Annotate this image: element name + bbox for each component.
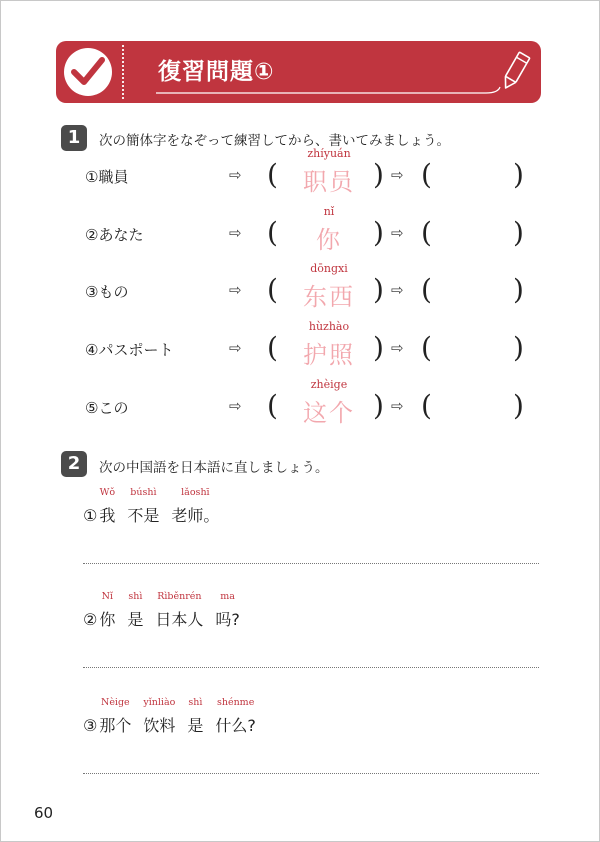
pinyin-label: zhèige	[310, 378, 348, 391]
row-label: ④パスポート	[85, 341, 174, 359]
word	[155, 591, 204, 630]
chinese-word: 什么?	[215, 716, 256, 735]
paren-close: )	[373, 389, 384, 422]
arrow-icon: ⇨	[391, 397, 404, 415]
review-banner	[56, 41, 541, 103]
arrow-icon: ⇨	[391, 339, 404, 357]
trace-row	[1, 262, 599, 319]
banner-underline	[156, 85, 506, 99]
sentence	[83, 591, 252, 630]
sentence	[83, 487, 231, 526]
chinese-word: 不是	[127, 506, 160, 525]
sentence	[83, 697, 268, 736]
pinyin-label: dōngxi	[310, 262, 348, 275]
arrow-icon: ⇨	[391, 281, 404, 299]
chinese-word: 是	[127, 610, 144, 629]
paren-open: (	[421, 158, 432, 191]
trace-row	[1, 147, 599, 204]
trace-characters: 职员	[303, 168, 355, 196]
word	[143, 697, 176, 736]
arrow-icon: ⇨	[229, 339, 242, 357]
paren-open: (	[421, 389, 432, 422]
row-label: ②あなた	[85, 226, 144, 244]
paren-open: (	[267, 216, 278, 249]
trace-characters: 东西	[303, 283, 355, 311]
pinyin-label: shì	[188, 697, 203, 708]
trace-characters: 护照	[303, 341, 355, 369]
arrow-icon: ⇨	[391, 166, 404, 184]
word	[127, 591, 144, 630]
page-number: 60	[34, 804, 54, 822]
pinyin-label: Nèige	[101, 697, 130, 708]
check-icon	[70, 55, 106, 89]
trace-row	[1, 378, 599, 435]
arrow-icon: ⇨	[229, 397, 242, 415]
section-1-instruction: 次の簡体字をなぞって練習してから、書いてみましょう。	[99, 133, 450, 149]
chinese-word: 日本人	[155, 610, 204, 629]
paren-close: )	[373, 158, 384, 191]
pinyin-label: shì	[128, 591, 143, 602]
paren-open: (	[267, 389, 278, 422]
banner-divider	[122, 45, 124, 99]
translation-item	[83, 475, 563, 555]
section-1-number: 1	[61, 125, 87, 151]
chinese-word: 你	[99, 610, 116, 629]
answer-line[interactable]	[83, 773, 539, 774]
pinyin-label: nǐ	[323, 205, 335, 218]
paren-open: (	[421, 331, 432, 364]
word	[99, 487, 116, 526]
trace-row	[1, 320, 599, 377]
word	[99, 591, 116, 630]
pinyin-label: ma	[220, 591, 235, 602]
trace-characters: 这个	[303, 399, 355, 427]
word	[99, 697, 132, 736]
check-badge	[64, 48, 112, 96]
paren-open: (	[267, 331, 278, 364]
chinese-word: 老师。	[171, 506, 220, 525]
paren-open: (	[421, 273, 432, 306]
row-label: ①職員	[85, 168, 129, 186]
row-label: ③もの	[85, 283, 129, 301]
pinyin-label: zhíyuán	[307, 147, 351, 160]
trace-row	[1, 205, 599, 262]
page-title: 復習問題①	[158, 59, 275, 85]
paren-close: )	[513, 216, 524, 249]
section-2-instruction: 次の中国語を日本語に直しましょう。	[99, 460, 329, 476]
translation-item	[83, 579, 563, 659]
pinyin-label: búshì	[130, 487, 157, 498]
paren-open: (	[421, 216, 432, 249]
pinyin-label: Nǐ	[101, 591, 114, 602]
pinyin-label: yǐnliào	[143, 697, 176, 708]
paren-open: (	[267, 158, 278, 191]
chinese-word: 我	[99, 506, 116, 525]
arrow-icon: ⇨	[391, 224, 404, 242]
chinese-word: 饮料	[143, 716, 176, 735]
pinyin-label: lǎoshī	[181, 487, 210, 498]
arrow-icon: ⇨	[229, 166, 242, 184]
paren-close: )	[373, 331, 384, 364]
paren-close: )	[513, 158, 524, 191]
pinyin-label: Rìběnrén	[157, 591, 202, 602]
paren-close: )	[513, 331, 524, 364]
pencil-icon	[498, 51, 534, 93]
word	[127, 487, 160, 526]
word	[215, 591, 240, 630]
section-2-number: 2	[61, 451, 87, 477]
arrow-icon: ⇨	[229, 224, 242, 242]
paren-close: )	[373, 216, 384, 249]
answer-line[interactable]	[83, 667, 539, 668]
trace-characters: 你	[316, 226, 342, 254]
pinyin-label: Wǒ	[99, 487, 116, 498]
paren-open: (	[267, 273, 278, 306]
paren-close: )	[513, 389, 524, 422]
paren-close: )	[373, 273, 384, 306]
chinese-word: 是	[187, 716, 204, 735]
row-label: ⑤この	[85, 399, 129, 417]
word	[215, 697, 256, 736]
word	[187, 697, 204, 736]
answer-line[interactable]	[83, 563, 539, 564]
word	[171, 487, 220, 526]
pinyin-label: hùzhào	[308, 320, 350, 333]
item-number: ③	[83, 716, 98, 735]
item-number: ①	[83, 506, 98, 525]
chinese-word: 那个	[99, 716, 132, 735]
item-number: ②	[83, 610, 98, 629]
translation-item	[83, 685, 563, 765]
pinyin-label: shénme	[216, 697, 255, 708]
arrow-icon: ⇨	[229, 281, 242, 299]
chinese-word: 吗?	[215, 610, 240, 629]
paren-close: )	[513, 273, 524, 306]
